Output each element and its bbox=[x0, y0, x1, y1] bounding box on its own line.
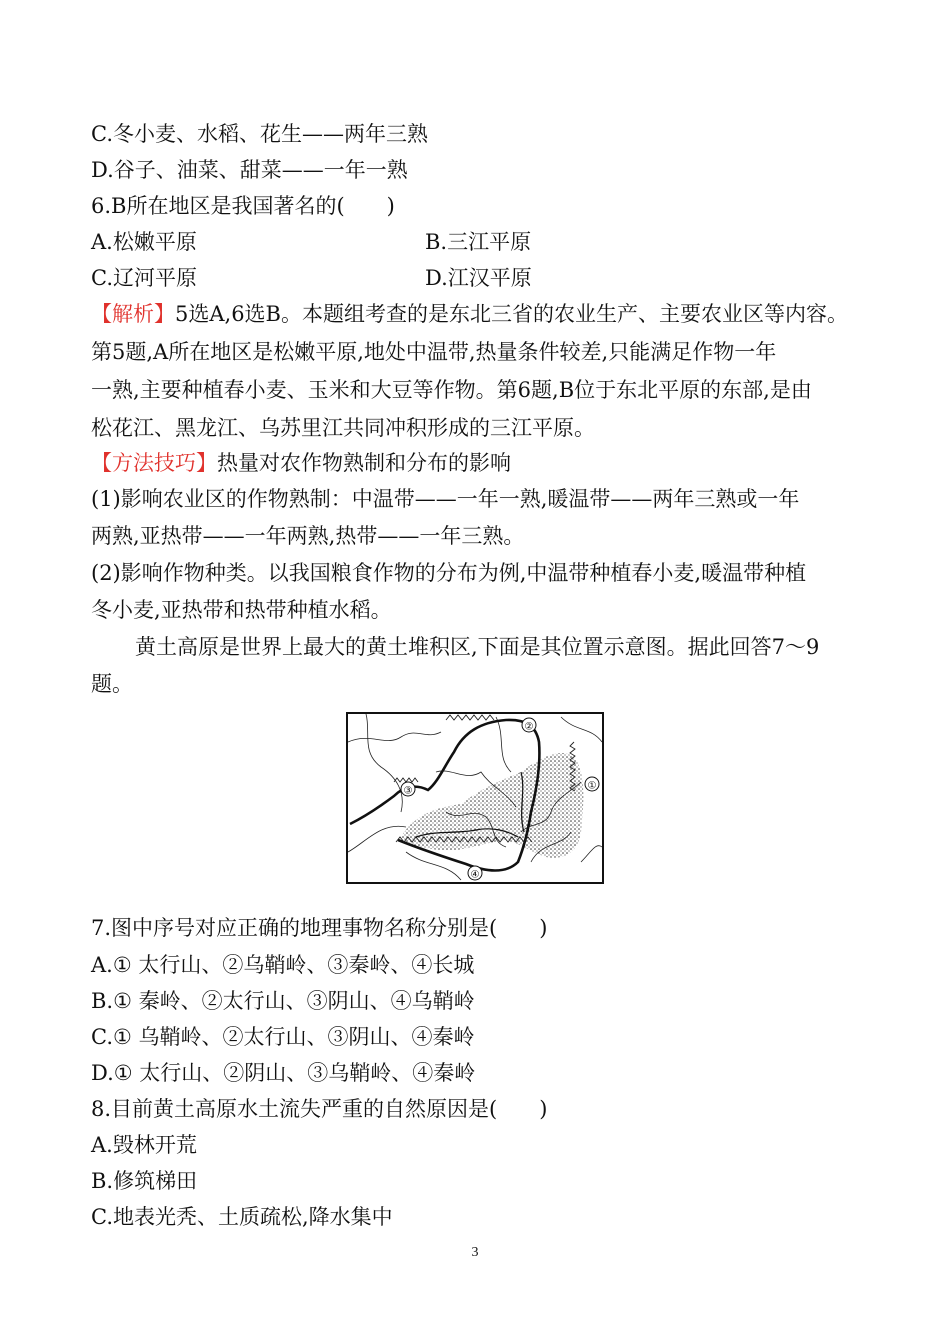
q8-option-c: C.地表光秃、土质疏松,降水集中 bbox=[91, 1205, 393, 1229]
analysis-text: 5选A,6选B。本题组考查的是东北三省的农业生产、主要农业区等内容。 bbox=[175, 302, 848, 326]
q7-option-a: A.① 太行山、②乌鞘岭、③秦岭、④长城 bbox=[91, 953, 475, 977]
method-heading bbox=[91, 450, 511, 476]
q7-option-d: D.① 太行山、②阴山、③乌鞘岭、④秦岭 bbox=[91, 1061, 476, 1085]
intro-line-1: 黄土高原是世界上最大的黄土堆积区,下面是其位置示意图。据此回答7～9 bbox=[135, 635, 820, 659]
method-title: 热量对农作物熟制和分布的影响 bbox=[217, 451, 511, 475]
intro-line-2: 题。 bbox=[91, 672, 133, 696]
q6-option-a: A.松嫩平原 bbox=[91, 230, 197, 254]
q5-option-d: D.谷子、油菜、甜菜——一年一熟 bbox=[91, 158, 408, 182]
analysis-line-3: 一熟,主要种植春小麦、玉米和大豆等作物。第6题,B位于东北平原的东部,是由 bbox=[91, 378, 812, 402]
method-point-1-line-2: 两熟,亚热带——一年两熟,热带——一年三熟。 bbox=[91, 524, 525, 548]
q7-option-c: C.① 乌鞘岭、②太行山、③阴山、④秦岭 bbox=[91, 1025, 475, 1049]
map-label-4: ④ bbox=[470, 869, 480, 881]
q6-option-c: C.辽河平原 bbox=[91, 266, 197, 290]
analysis-line-2: 第5题,A所在地区是松嫩平原,地处中温带,热量条件较差,只能满足作物一年 bbox=[91, 340, 777, 364]
q6-option-b: B.三江平原 bbox=[425, 230, 532, 254]
method-tag: 【方法技巧】 bbox=[91, 451, 217, 475]
q6-option-d: D.江汉平原 bbox=[425, 266, 532, 290]
map-label-2: ② bbox=[524, 721, 534, 733]
method-point-2-line-2: 冬小麦,亚热带和热带种植水稻。 bbox=[91, 598, 392, 622]
map-label-1: ① bbox=[587, 780, 597, 792]
map-label-3: ③ bbox=[403, 785, 413, 797]
method-point-2-line-1: (2)影响作物种类。以我国粮食作物的分布为例,中温带种植春小麦,暖温带种植 bbox=[91, 561, 807, 585]
analysis-tag: 【解析】 bbox=[91, 302, 175, 326]
q6-stem: 6.B所在地区是我国著名的( ) bbox=[91, 194, 395, 218]
q5-option-c: C.冬小麦、水稻、花生——两年三熟 bbox=[91, 122, 428, 146]
page-number: 3 bbox=[471, 1245, 479, 1260]
loess-plateau-map bbox=[346, 712, 604, 884]
method-point-1-line-1: (1)影响农业区的作物熟制：中温带——一年一熟,暖温带——两年三熟或一年 bbox=[91, 487, 800, 511]
analysis-line-4: 松花江、黑龙江、乌苏里江共同冲积形成的三江平原。 bbox=[91, 416, 595, 440]
q8-option-b: B.修筑梯田 bbox=[91, 1169, 198, 1193]
q7-option-b: B.① 秦岭、②太行山、③阴山、④乌鞘岭 bbox=[91, 989, 475, 1013]
q8-stem: 8.目前黄土高原水土流失严重的自然原因是( ) bbox=[91, 1097, 548, 1121]
analysis-line-1 bbox=[91, 301, 848, 327]
q7-stem: 7.图中序号对应正确的地理事物名称分别是( ) bbox=[91, 916, 548, 940]
q8-option-a: A.毁林开荒 bbox=[91, 1133, 197, 1157]
